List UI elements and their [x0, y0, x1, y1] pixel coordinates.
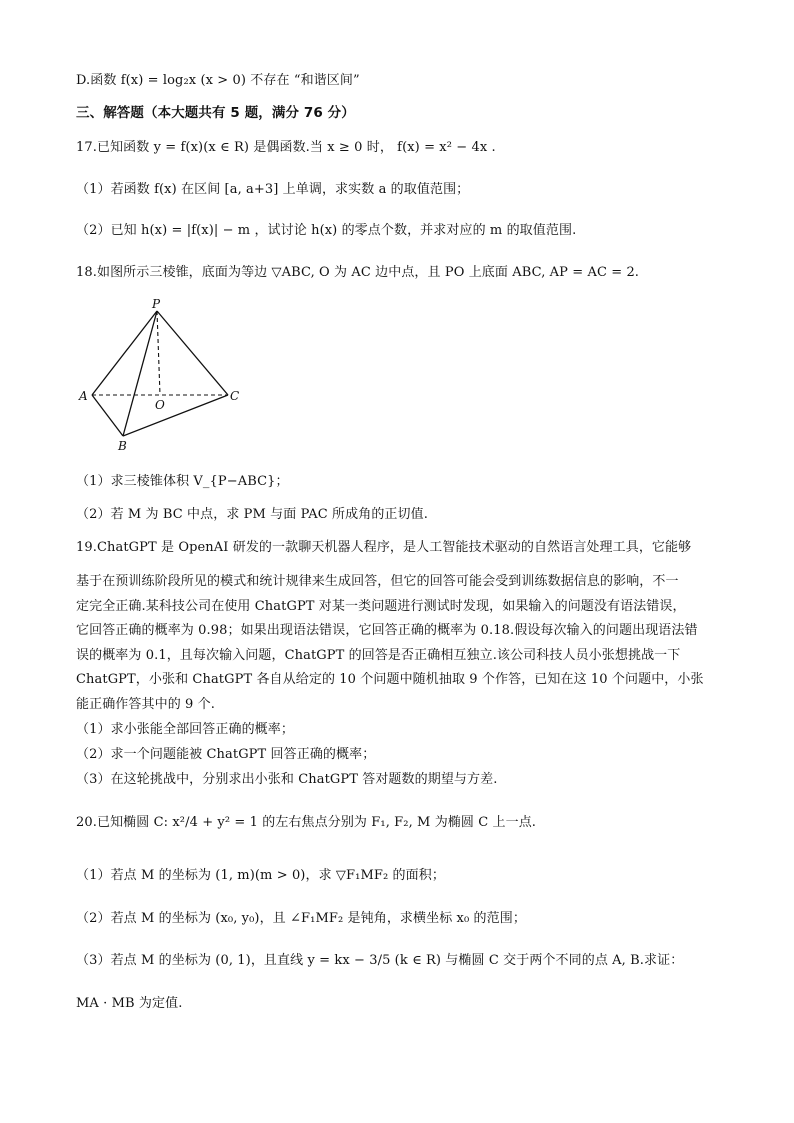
q20-part3-cont: MA · MB 为定值. — [76, 996, 183, 1011]
q19-line4: 它回答正确的概率为 0.98；如果出现语法错误，它回答正确的概率为 0.18.假设每次输入的问题出现语法错 — [76, 623, 698, 638]
q18-part1: （1）求三棱锥体积 V_{P−ABC}； — [76, 474, 289, 489]
q19-line6: ChatGPT，小张和 ChatGPT 各自从给定的 10 个问题中随机抽取 9 个作答，已知在这 10 个问题中，小张 — [76, 672, 704, 687]
edge-ab — [92, 395, 123, 436]
q20-stem: 20.已知椭圆 C: x²/4 + y² = 1 的左右焦点分别为 F₁, F₂, M 为椭圆 C 上一点. — [76, 815, 537, 830]
edge-pc — [157, 311, 228, 395]
edge-pb — [123, 311, 157, 436]
q19-part3: （3）在这轮挑战中，分别求出小张和 ChatGPT 答对题数的期望与方差. — [76, 772, 498, 787]
q20-part3: （3）若点 M 的坐标为 (0, 1)，且直线 y = kx − 3/5 (k ∈ R) 与椭圆 C 交于两个不同的点 A, B.求证： — [76, 953, 684, 968]
label-b: B — [118, 439, 127, 453]
option-d: D.函数 f(x) = log₂x (x > 0) 不存在 “和谐区间” — [76, 73, 360, 88]
q17-stem: 17.已知函数 y = f(x)(x ∈ R) 是偶函数.当 x ≥ 0 时， f(x) = x² − 4x . — [76, 140, 496, 155]
q19-line5: 误的概率为 0.1，且每次输入问题，ChatGPT 的回答是否正确相互独立.该公司科技人员小张想挑战一下 — [76, 648, 681, 663]
edge-po-hidden — [157, 311, 160, 395]
label-a: A — [79, 389, 88, 403]
q20-part2: （2）若点 M 的坐标为 (x₀, y₀)，且 ∠F₁MF₂ 是钝角，求横坐标 x₀ 的范围； — [76, 911, 526, 926]
pyramid-diagram — [70, 296, 250, 456]
edge-bc — [123, 395, 228, 436]
q17-part1: （1）若函数 f(x) 在区间 [a, a+3] 上单调，求实数 a 的取值范围； — [76, 182, 470, 197]
q19-part1: （1）求小张能全部回答正确的概率； — [76, 722, 294, 737]
q18-stem: 18.如图所示三棱锥，底面为等边 ▽ABC, O 为 AC 边中点，且 PO 上底面 ABC, AP = AC = 2. — [76, 265, 640, 280]
q20-part1: （1）若点 M 的坐标为 (1, m)(m > 0)，求 ▽F₁MF₂ 的面积； — [76, 868, 445, 883]
q17-part2: （2）已知 h(x) = |f(x)| − m ，试讨论 h(x) 的零点个数，并求对应的 m 的取值范围. — [76, 223, 577, 238]
label-o: O — [155, 398, 165, 412]
label-c: C — [230, 389, 240, 403]
q19-line3: 定完全正确.某科技公司在使用 ChatGPT 对某一类问题进行测试时发现，如果输入的问题没有语法错误， — [76, 599, 686, 614]
q19-line2: 基于在预训练阶段所见的模式和统计规律来生成回答，但它的回答可能会受到训练数据信息的影响，不一 — [76, 574, 679, 589]
q19-line1: 19.ChatGPT 是 OpenAI 研发的一款聊天机器人程序，是人工智能技术驱动的自然语言处理工具，它能够 — [76, 540, 692, 555]
q18-part2: （2）若 M 为 BC 中点，求 PM 与面 PAC 所成角的正切值. — [76, 507, 428, 522]
q19-part2: （2）求一个问题能被 ChatGPT 回答正确的概率； — [76, 747, 376, 762]
q19-line7: 能正确作答其中的 9 个. — [76, 697, 215, 712]
section-heading: 三、解答题（本大题共有 5 题，满分 76 分） — [76, 105, 355, 121]
edge-pa — [92, 311, 157, 395]
label-p: P — [152, 297, 161, 311]
